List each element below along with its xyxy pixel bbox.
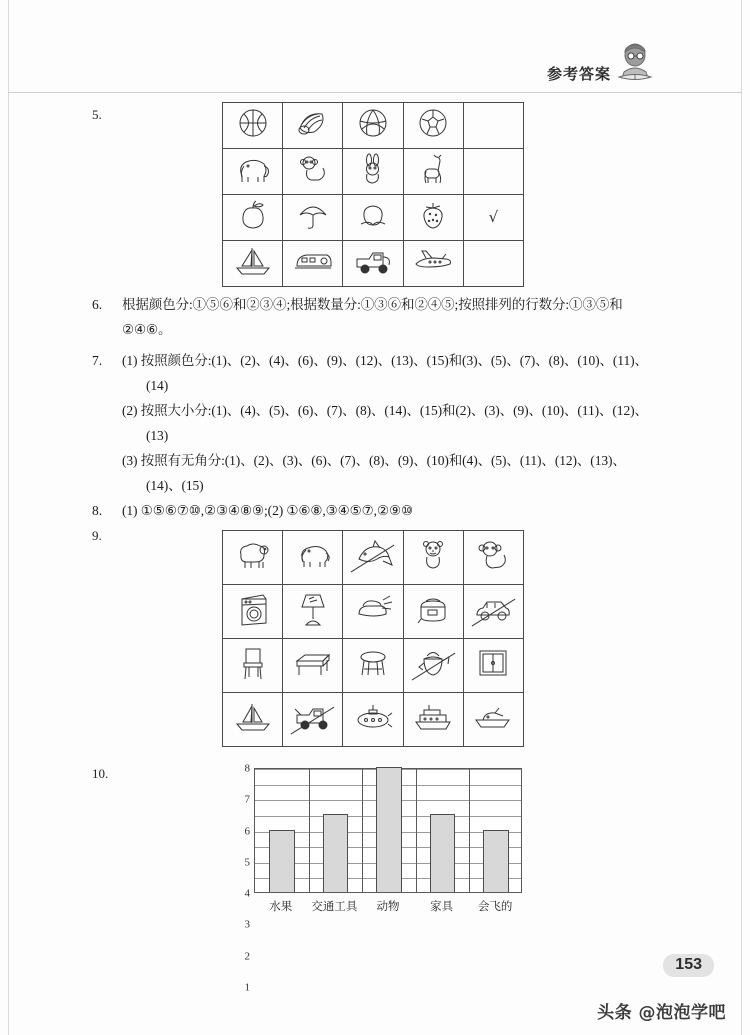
item-7-line-3: (2) 按照大小分:(1)、(4)、(5)、(6)、(7)、(8)、(14)、(15)和(2)、(3)、(9)、(10)、(11)、(12)、 (122, 403, 648, 418)
item-6 (92, 292, 672, 342)
telephone-icon (353, 594, 393, 624)
rabbit-icon (360, 153, 386, 185)
train-icon (293, 248, 333, 274)
page-title: 参考答案 (546, 65, 611, 83)
chart-x-tick-label: 家具 (430, 901, 454, 913)
ship-icon (413, 702, 453, 732)
classification-table-5 (222, 102, 524, 287)
sheep-icon (233, 539, 273, 571)
cell-truck (343, 241, 403, 287)
cell-dolphin (343, 531, 403, 585)
table-row (223, 195, 524, 241)
chart-y-tick-label: 7 (244, 793, 250, 806)
chart-bar (430, 814, 456, 892)
chart-gridline-v (469, 769, 470, 892)
cell-tiger (403, 531, 463, 585)
cell-train (283, 241, 343, 287)
rice-cooker-icon (416, 593, 450, 625)
car-icon (473, 595, 513, 623)
cell-monkey (463, 531, 523, 585)
chart-y-tick-label: 3 (244, 918, 250, 931)
table-row (223, 639, 524, 693)
table-icon (293, 649, 333, 677)
chart-y-tick-label: 6 (244, 825, 250, 837)
chart-x-tick-label: 交通工具 (311, 901, 358, 913)
chart-bar (323, 814, 349, 892)
item-8-line-1: (1) ①⑤⑥⑦⑩,②③④⑧⑨;(2) ①⑥⑧,③④⑤⑦,②⑨⑩ (122, 503, 413, 518)
chart-x-tick-label: 水果 (269, 901, 293, 913)
cell-apple (223, 195, 283, 241)
cell-tow-truck (283, 693, 343, 747)
item-7-text (122, 348, 672, 498)
sailboat-icon (234, 245, 272, 277)
table-row (223, 241, 524, 287)
stool-icon (357, 648, 389, 678)
table-row (223, 149, 524, 195)
cell-kettle (403, 639, 463, 693)
cell-peach (343, 195, 403, 241)
cell-washing-machine (223, 585, 283, 639)
item-5-picture-grid (222, 102, 524, 287)
cell-elephant (223, 149, 283, 195)
item-7-line-1: (1) 按照颜色分:(1)、(2)、(4)、(6)、(9)、(12)、(13)、(15)和(3)、(5)、(7)、(8)、(10)、(11)、 (122, 353, 648, 368)
monkey-icon (476, 539, 510, 571)
tow-truck-icon (293, 703, 333, 731)
giraffe-icon (418, 153, 448, 185)
cell-submarine (343, 693, 403, 747)
cell-empty (463, 241, 523, 287)
table-row (223, 531, 524, 585)
peach-icon (357, 200, 389, 230)
chart-y-tick-label: 8 (244, 762, 250, 775)
cell-window (463, 639, 523, 693)
cell-check (463, 195, 523, 241)
submarine-icon (353, 703, 393, 731)
item-7-line-4: (13) (146, 428, 169, 443)
table-row (223, 585, 524, 639)
chart-y-tick-label: 4 (244, 887, 250, 900)
cell-soccer-ball (403, 103, 463, 149)
tiger-icon (417, 539, 449, 571)
cell-chair (223, 639, 283, 693)
elephant-icon (234, 154, 272, 184)
item-9-number: 9. (92, 528, 102, 543)
item-9 (92, 527, 126, 545)
speedboat-icon (473, 704, 513, 730)
page-number: 153 (663, 954, 714, 977)
chart-gridline-v (362, 769, 363, 892)
volleyball-icon (357, 107, 389, 139)
child-reading-icon (615, 42, 655, 84)
cell-sheep (223, 531, 283, 585)
item-10-number: 10. (92, 766, 109, 781)
apple-icon (238, 199, 268, 231)
chart-x-axis-labels (254, 898, 522, 914)
watermark: 头条 @泡泡学吧 (597, 1003, 726, 1023)
check-mark: √ (488, 208, 499, 226)
item-7-line-6: (14)、(15) (146, 478, 204, 493)
chart-gridline-v (416, 769, 417, 892)
cell-rabbit (343, 149, 403, 195)
item-10 (92, 765, 126, 783)
cell-monkey (283, 149, 343, 195)
cell-umbrella (283, 195, 343, 241)
item-8-number: 8. (92, 503, 103, 518)
cell-speedboat (463, 693, 523, 747)
cell-volleyball (343, 103, 403, 149)
chart-y-tick-label: 2 (244, 950, 250, 962)
chart-bar (376, 767, 402, 892)
cell-shuttlecock (283, 103, 343, 149)
truck-icon (353, 247, 393, 275)
item-7-number: 7. (92, 353, 103, 368)
chart-gridline-v (309, 769, 310, 892)
umbrella-icon (297, 199, 329, 231)
cell-strawberry (403, 195, 463, 241)
shuttlecock-icon (296, 108, 330, 138)
chart-y-tick-label: 1 (244, 981, 250, 994)
chart-x-tick-label: 会飞的 (477, 901, 513, 913)
item-8-text (122, 498, 672, 523)
header-divider (8, 92, 742, 93)
chart-y-tick-label: 5 (244, 856, 250, 869)
soccer-ball-icon (417, 107, 449, 139)
cell-empty (463, 149, 523, 195)
cell-airplane (403, 241, 463, 287)
strawberry-icon (418, 199, 448, 231)
chart-bar (483, 830, 509, 893)
sailboat-icon (234, 701, 272, 733)
monkey-icon (297, 154, 329, 184)
chart-bar (269, 830, 295, 893)
airplane-icon (412, 248, 454, 274)
cell-giraffe (403, 149, 463, 195)
item-7-line-2: (14) (146, 378, 169, 393)
item-6-line-1: 根据颜色分:①⑤⑥和②③④;根据数量分:①③⑥和②④⑤;按照排列的行数分:①③⑤和 (122, 297, 623, 312)
cell-sailboat (223, 693, 283, 747)
cell-telephone (343, 585, 403, 639)
cell-stool (343, 639, 403, 693)
bar-chart (222, 762, 522, 994)
window-icon (477, 648, 509, 678)
cell-rice-cooker (403, 585, 463, 639)
cell-car (463, 585, 523, 639)
item-9-picture-grid (222, 530, 524, 747)
cell-elephant (283, 531, 343, 585)
item-6-number: 6. (92, 297, 103, 312)
item-8 (92, 498, 672, 523)
basketball-icon (237, 107, 269, 139)
item-5 (92, 106, 126, 124)
cell-table (283, 639, 343, 693)
cell-basketball (223, 103, 283, 149)
chair-icon (240, 645, 266, 681)
item-7 (92, 348, 672, 498)
item-6-line-2: ②④⑥。 (122, 322, 172, 337)
cell-sailboat (223, 241, 283, 287)
cell-empty (463, 103, 523, 149)
classification-table-9 (222, 530, 524, 747)
elephant-icon (293, 540, 333, 570)
table-row (223, 103, 524, 149)
item-7-line-5: (3) 按照有无角分:(1)、(2)、(3)、(6)、(7)、(8)、(9)、(10)和(4)、(5)、(11)、(12)、(13)、 (122, 453, 626, 468)
table-row (223, 693, 524, 747)
cell-lamp (283, 585, 343, 639)
item-6-text (122, 292, 672, 342)
lamp-icon (298, 591, 328, 627)
page-edge-left (8, 0, 9, 1035)
washing-machine-icon (237, 591, 269, 627)
page-header (547, 42, 655, 84)
page-edge-right (741, 0, 742, 1035)
chart-x-tick-label: 动物 (376, 901, 400, 913)
cell-ship (403, 693, 463, 747)
item-5-number: 5. (92, 107, 102, 122)
